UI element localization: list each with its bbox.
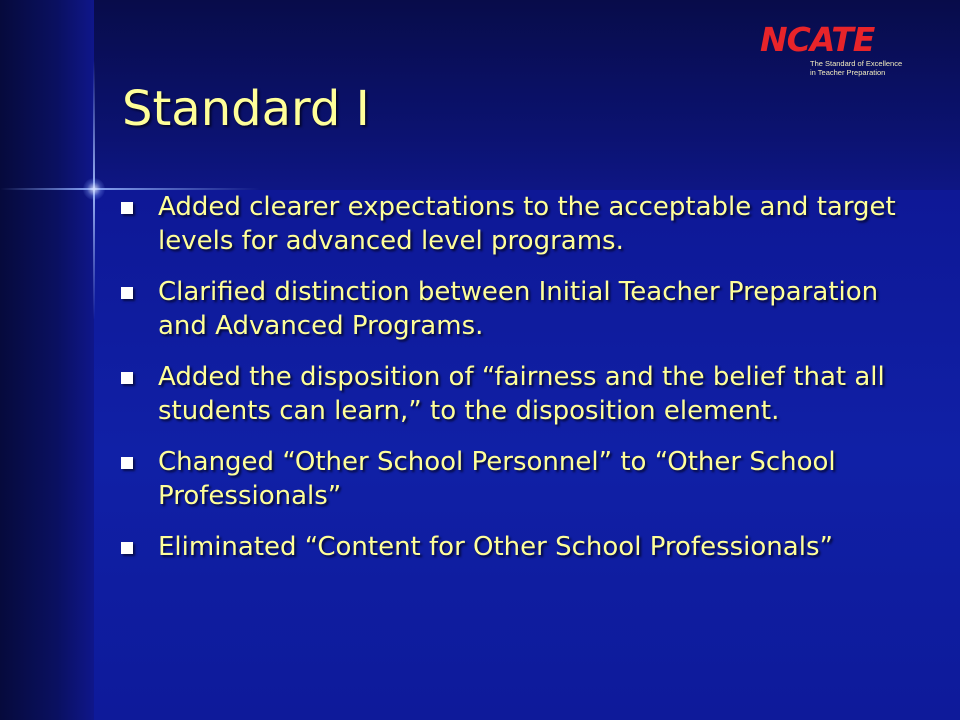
bullet-item bbox=[118, 275, 918, 343]
bullet-text: Added clearer expectations to the acceptable and target levels for advanced level programs. bbox=[158, 192, 896, 256]
bullet-text: Eliminated “Content for Other School Professionals” bbox=[158, 532, 833, 562]
ncate-logo bbox=[760, 22, 930, 82]
bullet-text: Added the disposition of “fairness and the belief that all students can learn,” to the disposition element. bbox=[158, 362, 885, 426]
bullet-item bbox=[118, 530, 918, 564]
square-bullet-icon bbox=[121, 372, 133, 384]
slide-background-left bbox=[0, 0, 94, 720]
bullet-text: Clarified distinction between Initial Teacher Preparation and Advanced Programs. bbox=[158, 277, 879, 341]
light-flare-glow bbox=[83, 178, 105, 200]
ncate-logo-tagline bbox=[810, 59, 902, 77]
bullet-list bbox=[118, 190, 918, 581]
bullet-item bbox=[118, 360, 918, 428]
square-bullet-icon bbox=[121, 457, 133, 469]
ncate-tagline-line-1: The Standard of Excellence bbox=[810, 59, 903, 68]
bullet-text: Changed “Other School Personnel” to “Other School Professionals” bbox=[158, 447, 836, 511]
bullet-item bbox=[118, 190, 918, 258]
bullet-item bbox=[118, 445, 918, 513]
slide-title: Standard I bbox=[122, 81, 370, 137]
square-bullet-icon bbox=[121, 202, 133, 214]
ncate-logo-mark: NCATE bbox=[760, 20, 875, 59]
square-bullet-icon bbox=[121, 542, 133, 554]
square-bullet-icon bbox=[121, 287, 133, 299]
ncate-tagline-line-2: in Teacher Preparation bbox=[810, 68, 886, 77]
